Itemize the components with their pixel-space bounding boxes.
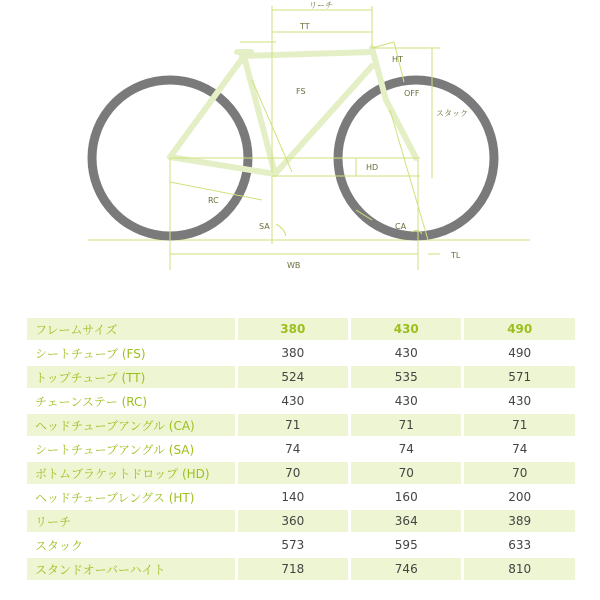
size-value-cell: 535 (351, 366, 461, 388)
row-label: フレームサイズ (27, 318, 235, 340)
size-value-cell: 430 (508, 394, 532, 408)
size-value-cell: 71 (351, 414, 461, 436)
table-row (27, 510, 575, 532)
size-value-cell: 490 (508, 346, 532, 360)
size-value-cell: 140 (281, 490, 305, 504)
ca-label: CA (395, 222, 407, 231)
hd-label: HD (366, 163, 379, 172)
size-value-cell: 380 (281, 346, 305, 360)
table-row (27, 414, 575, 436)
reach-label: リーチ (309, 1, 333, 10)
wb-label: WB (287, 261, 301, 270)
size-value-cell: 71 (238, 414, 348, 436)
tt-label: TT (300, 22, 310, 31)
size-value-cell: 430 (281, 394, 305, 408)
row-label: ヘッドチューブレングス (HT) (35, 490, 195, 505)
size-value-cell: 595 (394, 538, 418, 552)
row-label: ヘッドチューブアングル (CA) (27, 414, 235, 436)
stack-label: スタック (436, 109, 468, 118)
size-value-cell: 74 (398, 442, 414, 456)
tl-label: TL (451, 251, 461, 260)
table-row (27, 534, 575, 556)
row-label: リーチ (27, 510, 235, 532)
bike-frame (170, 48, 416, 174)
size-value-cell: 746 (351, 558, 461, 580)
size-value-cell: 389 (464, 510, 575, 532)
size-value-cell: 380 (238, 318, 348, 340)
size-value-cell: 160 (394, 490, 418, 504)
seat-angle-arc (276, 224, 286, 236)
table-row (27, 558, 575, 580)
size-value-cell: 364 (351, 510, 461, 532)
row-label: スタック (35, 538, 84, 553)
row-label: トップチューブ (TT) (27, 366, 235, 388)
sa-label: SA (259, 222, 270, 231)
size-value-cell: 74 (512, 442, 528, 456)
row-label: スタンドオーバーハイト (27, 558, 235, 580)
off-label: OFF (404, 89, 420, 98)
row-label: シートチューブアングル (SA) (35, 442, 195, 457)
size-value-cell: 490 (464, 318, 575, 340)
size-value-cell: 70 (464, 462, 575, 484)
size-value-cell: 74 (285, 442, 301, 456)
size-value-cell: 718 (238, 558, 348, 580)
size-value-cell: 524 (238, 366, 348, 388)
geometry-spec-table (24, 316, 578, 582)
size-value-cell: 810 (464, 558, 575, 580)
size-value-cell: 70 (351, 462, 461, 484)
row-label: シートチューブ (FS) (35, 346, 146, 361)
row-label: チェーンステー (RC) (35, 394, 148, 409)
spec-table-body (27, 318, 575, 580)
size-value-cell: 571 (464, 366, 575, 388)
size-value-cell: 633 (508, 538, 532, 552)
table-header-row (27, 318, 575, 340)
size-value-cell: 430 (351, 318, 461, 340)
size-value-cell: 430 (394, 346, 418, 360)
fs-label: FS (296, 87, 306, 96)
size-value-cell: 430 (394, 394, 418, 408)
table-row (27, 390, 575, 412)
table-row (27, 438, 575, 460)
table-row (27, 462, 575, 484)
rc-label: RC (208, 196, 219, 205)
table-row (27, 366, 575, 388)
ht-label: HT (392, 55, 403, 64)
table-row (27, 486, 575, 508)
size-value-cell: 200 (508, 490, 532, 504)
table-row (27, 342, 575, 364)
size-value-cell: 360 (238, 510, 348, 532)
size-value-cell: 573 (281, 538, 305, 552)
size-value-cell: 71 (464, 414, 575, 436)
size-value-cell: 70 (238, 462, 348, 484)
row-label: ボトムブラケットドロップ (HD) (27, 462, 235, 484)
